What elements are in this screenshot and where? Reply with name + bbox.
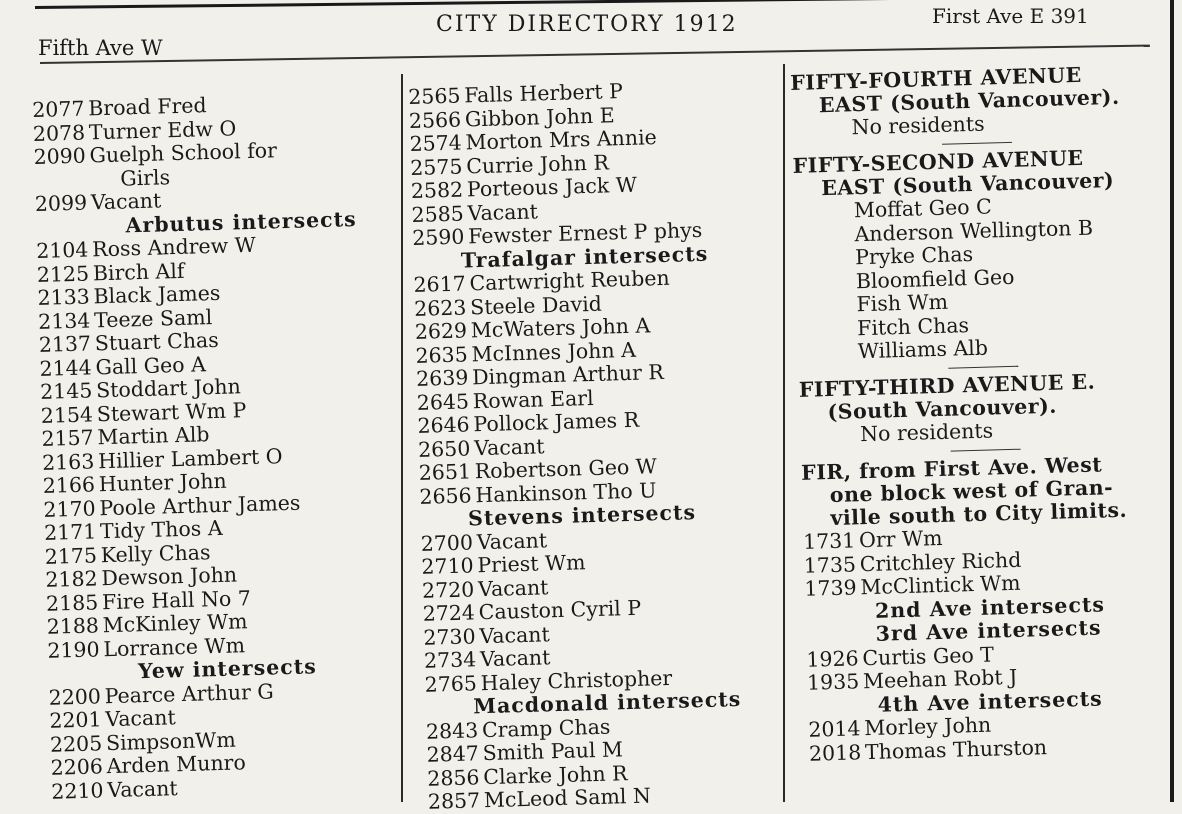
resident-name: Thomas Thurston — [864, 734, 1048, 764]
resident-name: McInnes John A — [471, 337, 637, 366]
street-heading-line: FIR, from First Ave. West — [800, 452, 1103, 485]
resident-name: Martin Alb — [97, 422, 210, 450]
house-number: 2206 — [50, 754, 104, 780]
resident-name: Vacant — [479, 645, 551, 672]
house-number: 1731 — [802, 528, 856, 554]
house-number: 2651 — [418, 459, 472, 485]
resident-name: Meehan Robt J — [862, 664, 1018, 694]
column-1 — [32, 89, 412, 804]
house-number: 2565 — [407, 83, 461, 109]
resident-name: Guelph School for — [89, 138, 278, 168]
house-number: 2175 — [44, 542, 98, 569]
house-number: 2125 — [36, 260, 90, 287]
house-number: 2566 — [408, 107, 462, 133]
resident-name: Currie John R — [465, 149, 610, 178]
house-number: 2185 — [45, 589, 99, 616]
resident-name: Vacant — [477, 574, 549, 601]
resident-name: Broad Fred — [87, 93, 207, 121]
house-number: 2730 — [423, 623, 476, 650]
resident-name: Pearce Arthur G — [104, 678, 275, 708]
resident-name: Anderson Wellington B — [854, 215, 1094, 246]
resident-name: Vacant — [90, 188, 162, 215]
cross-street: Arbutus intersects — [125, 206, 357, 237]
header-left: Fifth Ave W — [38, 36, 163, 60]
house-number: 2585 — [411, 200, 465, 227]
cross-street: 2nd Ave intersects — [874, 591, 1106, 623]
resident-name: Vacant — [479, 621, 550, 648]
house-number: 2210 — [51, 777, 104, 804]
house-number: 2765 — [424, 670, 478, 697]
street-heading-line: ville south to City limits. — [830, 497, 1128, 531]
resident-name: Morley John — [864, 712, 992, 741]
resident-name: Robertson Geo W — [474, 454, 658, 484]
house-number: 2014 — [808, 716, 861, 742]
house-number: 2857 — [427, 788, 481, 814]
resident-name: Gall Geo A — [95, 351, 207, 379]
house-number: 2582 — [410, 177, 464, 203]
house-number: 2145 — [39, 378, 93, 404]
resident-name: No residents — [851, 111, 985, 140]
column-2 — [408, 75, 810, 814]
cross-street: Macdonald intersects — [473, 686, 742, 719]
section-separator — [942, 141, 1012, 144]
street-heading-line: FIFTY-SECOND AVENUE — [792, 145, 1084, 178]
house-number: 2170 — [43, 495, 96, 522]
house-number: 2090 — [33, 143, 87, 169]
resident-name: Cramp Chas — [481, 714, 611, 742]
house-number: 2099 — [34, 190, 88, 216]
resident-name: Stoddart John — [95, 374, 242, 403]
resident-name: Pollock James R — [473, 407, 640, 437]
street-heading-line: (South Vancouver). — [827, 393, 1058, 425]
house-number: 1926 — [806, 645, 859, 672]
house-number: 2157 — [41, 425, 94, 451]
house-number: 2201 — [49, 707, 102, 733]
resident-name: Hunter John — [98, 468, 228, 497]
section-separator — [951, 448, 1021, 451]
street-heading-line: one block west of Gran- — [829, 475, 1114, 508]
house-number: 2856 — [427, 764, 480, 791]
cross-street: 3rd Ave intersects — [875, 615, 1102, 646]
resident-name: Fewster Ernest P phys — [467, 217, 703, 249]
house-number: 2847 — [426, 741, 480, 767]
house-number: 2171 — [43, 519, 97, 545]
resident-name: Vacant — [106, 775, 178, 802]
resident-name: Haley Christopher — [480, 665, 673, 695]
house-number: 2200 — [48, 683, 102, 710]
resident-name: Rowan Earl — [472, 385, 594, 413]
house-number: 2182 — [45, 566, 98, 592]
resident-name: Stewart Wm P — [96, 397, 247, 426]
entry-continuation: Girls — [119, 164, 171, 191]
house-number: 2137 — [38, 331, 92, 357]
resident-name: Fish Wm — [856, 289, 949, 317]
resident-name: Gibbon John E — [464, 102, 615, 131]
house-number: 2656 — [419, 482, 472, 509]
street-heading — [801, 451, 1182, 531]
resident-name: Birch Alf — [92, 258, 185, 285]
cross-street: Trafalgar intersects — [460, 241, 709, 273]
resident-name: Moffat Geo C — [853, 194, 993, 223]
resident-name: Vacant — [476, 527, 548, 554]
resident-name: Poole Arthur James — [99, 490, 301, 520]
resident-name: Orr Wm — [858, 525, 943, 553]
section-separator — [948, 365, 1018, 368]
house-number: 2724 — [422, 600, 476, 626]
page-title: CITY DIRECTORY 1912 — [436, 12, 738, 37]
resident-name: Critchley Richd — [859, 547, 1022, 576]
house-number: 2077 — [31, 96, 85, 122]
house-number: 2645 — [416, 388, 470, 415]
resident-name: Fire Hall No 7 — [101, 585, 252, 614]
resident-name: SimpsonWm — [105, 727, 237, 755]
resident-name: Bloomfield Geo — [855, 264, 1015, 293]
house-number: 2104 — [35, 237, 89, 263]
house-number: 2133 — [37, 284, 91, 310]
street-heading-line: EAST (South Vancouver) — [820, 167, 1115, 201]
house-number: 2710 — [421, 553, 474, 579]
street-heading-line: FIFTY-THIRD AVENUE E. — [798, 369, 1096, 402]
resident-name: Stuart Chas — [94, 327, 220, 356]
house-number: 1935 — [806, 669, 860, 695]
cross-street: 4th Ave intersects — [877, 686, 1103, 717]
resident-name: McWaters John A — [470, 313, 651, 343]
house-number: 2617 — [413, 271, 467, 297]
house-number: 2635 — [415, 341, 469, 368]
resident-name: Smith Paul M — [482, 737, 624, 766]
resident-name: McClintick Wm — [860, 570, 1021, 600]
house-number: 2700 — [420, 529, 474, 556]
resident-name: No residents — [859, 418, 994, 447]
house-number: 2575 — [409, 154, 463, 180]
house-number: 2720 — [421, 576, 475, 603]
resident-name: Black James — [93, 280, 221, 309]
house-number: 2154 — [40, 401, 94, 428]
resident-name: Vacant — [105, 705, 176, 732]
resident-name: Vacant — [467, 198, 539, 225]
house-number: 2144 — [39, 354, 93, 381]
house-number: 2166 — [42, 472, 96, 498]
house-number: 2734 — [423, 647, 477, 673]
resident-name: Pryke Chas — [854, 241, 974, 270]
house-number: 2646 — [417, 412, 470, 438]
resident-name: Steele David — [469, 291, 603, 319]
resident-name: Lorrance Wm — [103, 632, 246, 661]
house-number: 2650 — [417, 435, 471, 462]
house-number: 2190 — [47, 636, 100, 663]
resident-name: Clarke John R — [482, 760, 628, 789]
column-3 — [790, 61, 1182, 766]
house-number: 2078 — [32, 120, 86, 146]
house-number: 2590 — [411, 224, 465, 250]
resident-name: McLeod Saml N — [483, 783, 652, 813]
header-rule — [40, 45, 1150, 64]
resident-name: Vacant — [473, 433, 545, 460]
street-heading-line: EAST (South Vancouver). — [818, 84, 1120, 118]
resident-name: Hankinson Tho U — [475, 477, 657, 507]
house-number: 2629 — [414, 318, 468, 344]
resident-name: Hillier Lambert O — [97, 443, 283, 473]
resident-name: Williams Alb — [857, 335, 989, 364]
resident-name: Arden Munro — [106, 750, 247, 779]
resident-name: Tidy Thos A — [99, 515, 223, 544]
resident-name: Teeze Saml — [93, 304, 213, 332]
house-number: 2639 — [415, 365, 469, 391]
house-number: 2574 — [409, 130, 463, 156]
resident-name: Turner Edw O — [88, 115, 237, 144]
resident-name: McKinley Wm — [102, 609, 248, 638]
house-number: 2018 — [808, 739, 862, 766]
resident-name: Falls Herbert P — [463, 79, 624, 108]
house-number: 1739 — [804, 575, 857, 601]
resident-name: Causton Cyril P — [478, 595, 642, 625]
house-number: 2188 — [46, 613, 100, 639]
resident-name: Kelly Chas — [100, 539, 211, 567]
house-number: 2623 — [413, 294, 467, 321]
cross-street: Stevens intersects — [467, 500, 697, 531]
house-number: 2163 — [41, 448, 95, 475]
resident-name: Porteous Jack W — [466, 172, 638, 202]
street-heading-line: FIFTY-FOURTH AVENUE — [789, 62, 1082, 95]
house-number: 2843 — [425, 717, 479, 744]
resident-name: Fitch Chas — [856, 312, 970, 340]
resident-name: Ross Andrew W — [91, 232, 257, 262]
resident-name: Priest Wm — [477, 550, 586, 578]
resident-name: Morton Mrs Annie — [465, 125, 658, 155]
header-right: First Ave E 391 — [932, 4, 1089, 28]
house-number: 2134 — [37, 307, 91, 334]
resident-name: Curtis Geo T — [862, 642, 995, 670]
resident-name: Cartwright Reuben — [469, 265, 670, 296]
house-number: 2205 — [49, 730, 103, 757]
house-number: 1735 — [803, 551, 857, 578]
cross-street: Yew intersects — [137, 654, 318, 684]
top-rule — [35, 0, 915, 9]
resident-name: Dewson John — [101, 562, 238, 591]
resident-name: Dingman Arthur R — [471, 359, 665, 390]
